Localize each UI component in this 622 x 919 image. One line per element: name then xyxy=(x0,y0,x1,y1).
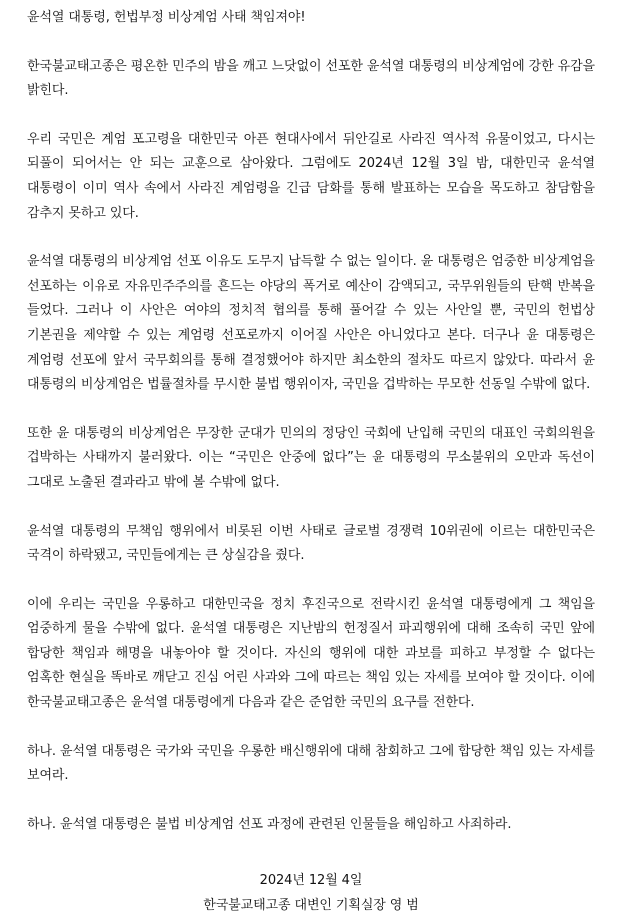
demand-2: 하나. 윤석열 대통령은 불법 비상계엄 선포 과정에 관련된 인물들을 해임하고 사죄하라. xyxy=(27,816,512,832)
paragraph-4: 또한 윤 대통령의 비상계엄은 무장한 군대가 민의의 정당인 국회에 난입해 국민의 대표인 국회의원을 겁박하는 사태까지 불러왔다. 이는 “국민은 안중에 없다”는 윤 대통령의 무소불위의 오만과 독선이 그대로 노출된 결과라고 밖에 볼 수밖에 없다. xyxy=(27,425,595,490)
paragraph-3: 윤석열 대통령의 비상계엄 선포 이유도 도무지 납득할 수 없는 일이다. 윤 대통령은 엄중한 비상계엄을 선포하는 이유로 자유민주주의를 흔드는 야당의 폭거로 예산이 감액되고, 국무위원들의 탄핵 반복을 들었다. 그러나 이 사안은 여야의 정치적 협의를 통해 풀어갈 수 있는 사안일 뿐, 국민의 헌법상 기본권을 제약할 수 있는 계엄령 선포로까지 이어질 사안은 아니었다고 본다. 더구나 윤 대통령은 계엄령 선포에 앞서 국무회의를 통해 결정했어야 하지만 최소한의 절차도 따르지 않았다. 따라서 윤 대통령의 비상계엄은 법률절차를 무시한 불법 행위이자, 국민을 겁박하는 무모한 선동일 수밖에 없다. xyxy=(27,254,595,393)
statement-date: 2024년 12월 4일 xyxy=(259,873,363,889)
statement-footer xyxy=(27,869,595,918)
paragraph-5: 윤석열 대통령의 무책임 행위에서 비롯된 이번 사태로 글로벌 경쟁력 10위권에 이르는 대한민국은 국격이 하락됐고, 국민들에게는 큰 상실감을 줬다. xyxy=(27,523,595,564)
paragraph-2: 우리 국민은 계엄 포고령을 대한민국 아픈 현대사에서 뒤안길로 사라진 역사적 유물이었고, 다시는 되풀이 되어서는 안 되는 교훈으로 삼아왔다. 그럼에도 2024년 12월 3일 밤, 대한민국 윤석열 대통령이 이미 역사 속에서 사라진 계엄령을 긴급 담화를 통해 발표하는 모습을 목도하고 참담함을 감추지 못하고 있다. xyxy=(27,131,595,221)
paragraph-6: 이에 우리는 국민을 우롱하고 대한민국을 정치 후진국으로 전락시킨 윤석열 대통령에게 그 책임을 엄중하게 물을 수밖에 없다. 윤석열 대통령은 지난밤의 헌정질서 파괴행위에 대해 조속히 국민 앞에 합당한 책임과 해명을 내놓아야 할 것이다. 자신의 행위에 대한 과보를 피하고 부정할 수 없다는 엄혹한 현실을 똑바로 깨닫고 진심 어린 사과와 그에 따르는 책임 있는 자세를 보여야 할 것이다. 이에 한국불교태고종은 윤석열 대통령에게 다음과 같은 준엄한 국민의 요구를 전한다. xyxy=(27,596,595,711)
statement-document xyxy=(27,6,595,919)
demand-1: 하나. 윤석열 대통령은 국가와 국민을 우롱한 배신행위에 대해 참회하고 그에 합당한 책임 있는 자세를 보여라. xyxy=(27,743,595,784)
paragraph-1: 한국불교태고종은 평온한 민주의 밤을 깨고 느닷없이 선포한 윤석열 대통령의 비상계엄에 강한 유감을 밝힌다. xyxy=(27,58,595,99)
statement-signature: 한국불교태고종 대변인 기획실장 영 범 xyxy=(203,898,419,914)
statement-title: 윤석열 대통령, 헌법부정 비상계엄 사태 책임져야! xyxy=(27,10,306,25)
